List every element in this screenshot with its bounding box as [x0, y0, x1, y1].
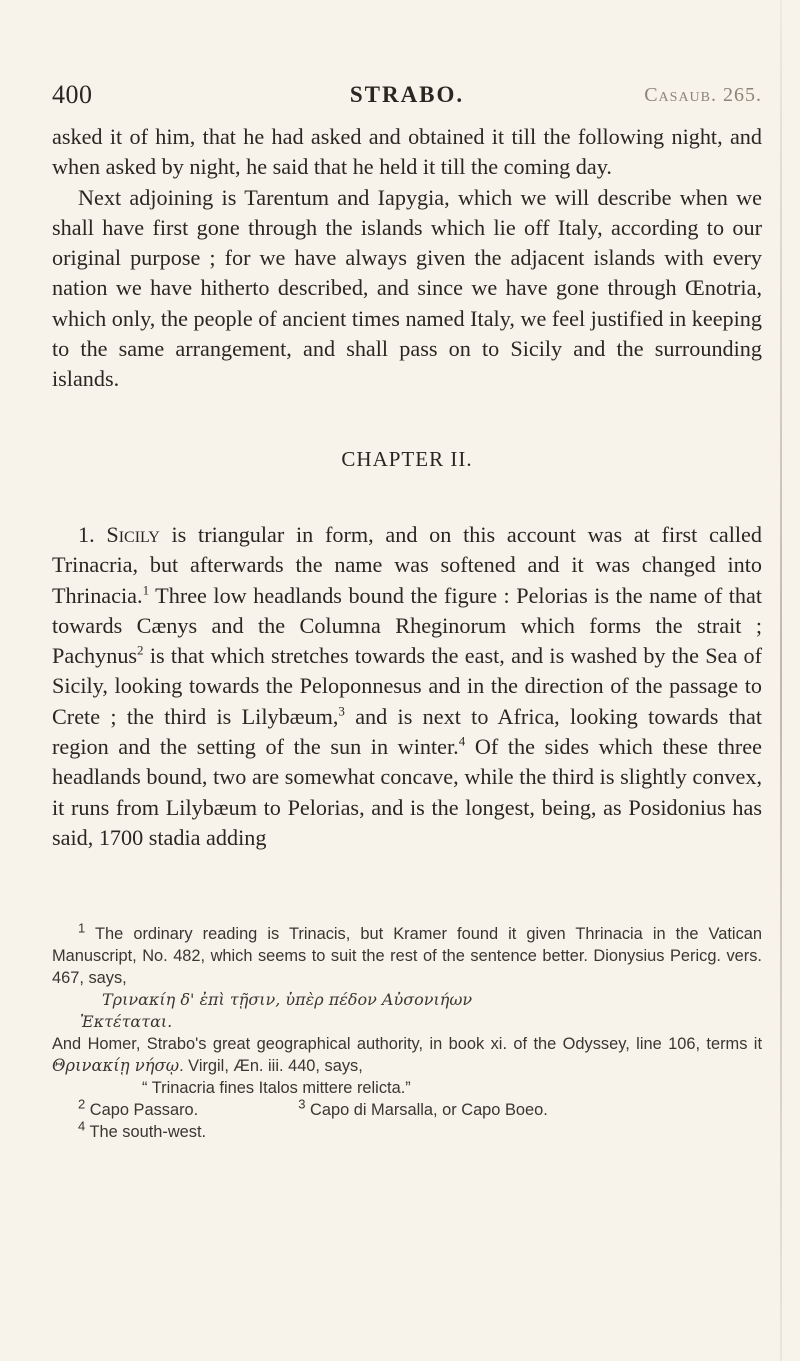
footnote-1-mark: 1	[78, 920, 86, 936]
footnote-4	[52, 1118, 762, 1143]
footnote-1-quote: “ Trinacria fines Italos mittere relicta.”	[142, 1079, 411, 1097]
paragraph-tarentum: Next adjoining is Tarentum and Iapygia, which we will describe when we shall have first gone through the islands which lie off Italy, according to our original purpose ; for we have always given the adjacent islands with every nation we have hitherto described, and since we have gone through Œnotria, which only, the people of ancient times named Italy, we feel justified in keeping to the same arrangement, and shall pass on to Sicily and the surrounding islands.	[52, 184, 762, 392]
text-segment-b: Three low headlands bound the figure : Pelorias is the name of that towards Cænys and the Columna Rheginorum which forms the strait ; Pachynus	[52, 582, 762, 669]
footnote-1-text-2a: And Homer, Strabo's great geographical authority, in book xi. of the Odyssey, line 106, terms it	[52, 1035, 762, 1053]
footnote-4-text: The south-west.	[85, 1123, 207, 1141]
paragraph-sicily	[52, 520, 762, 853]
text-segment-e: Of the sides which these three headlands bound, two are somewhat concave, while the third is slightly convex, it runs from Lilybæum to Pelorias, and is the longest, being, as Posidonius has said, 1700 stadia adding	[52, 734, 762, 850]
footnote-ref-2[interactable]: 2	[137, 642, 144, 658]
footnote-1-text-2b: . Virgil, Æn. iii. 440, says,	[179, 1057, 363, 1075]
chapter-heading: CHAPTER II.	[341, 447, 473, 471]
footnote-1-greek-inline: Θρινακίῃ νήσῳ	[52, 1056, 180, 1075]
footnotes-2-3	[52, 1096, 762, 1121]
footnote-3-mark: 3	[298, 1096, 306, 1112]
running-title: STRABO.	[349, 82, 465, 107]
page-header	[52, 80, 762, 120]
casaubon-reference: Casaub. 265.	[644, 84, 762, 106]
footnote-2-mark: 2	[78, 1096, 86, 1112]
footnote-3-text: Capo di Marsalla, or Capo Boeo.	[305, 1101, 548, 1119]
footnote-1	[52, 920, 762, 989]
text-segment-a: is triangular in form, and on this account was at first called Trinacria, but afterwards the name was softened and it was changed into Thrinacia.	[52, 522, 762, 608]
chapter-text	[52, 520, 762, 853]
footnote-ref-4[interactable]: 4	[458, 733, 466, 749]
footnote-1-text: The ordinary reading is Trinacis, but Kramer found it given Thrinacia in the Vatican Manuscript, No. 482, which seems to suit the rest of the sentence better. Dionysius Pericg. vers. 467, says,	[52, 925, 762, 987]
footnote-1-continuation	[52, 1033, 762, 1077]
text-segment-c: is that which stretches towards the east, and is washed by the Sea of Sicily, looking towards the Peloponnesus and in the direction of the passage to Crete ; the third is Lilybæum,	[52, 643, 762, 729]
page-edge-shadow	[780, 0, 782, 1361]
footnote-ref-1[interactable]: 1	[142, 582, 150, 598]
footnote-2-text: Capo Passaro.	[85, 1101, 199, 1119]
footnote-1-greek-verse-1: Τρινακίη δ' ἐπὶ τῇσιν, ὑπὲρ πέδον Αὐσονιήων	[102, 990, 473, 1009]
footnote-4-mark: 4	[78, 1118, 86, 1134]
footnotes	[52, 920, 762, 1143]
section-number: 1.	[78, 522, 95, 547]
page-number: 400	[52, 80, 93, 109]
paragraph-continuation: asked it of him, that he had asked and obtained it till the following night, and when asked by night, he said that he held it till the coming day.	[52, 124, 762, 180]
footnote-ref-3[interactable]: 3	[338, 703, 345, 719]
text-segment-d: and is next to Africa, looking towards that region and the setting of the sun in winter.	[52, 703, 762, 760]
footnote-1-greek-verse-2: Ἐκτέταται.	[80, 1012, 173, 1031]
intro-text	[52, 122, 762, 395]
lead-word: Sicily	[106, 522, 160, 547]
